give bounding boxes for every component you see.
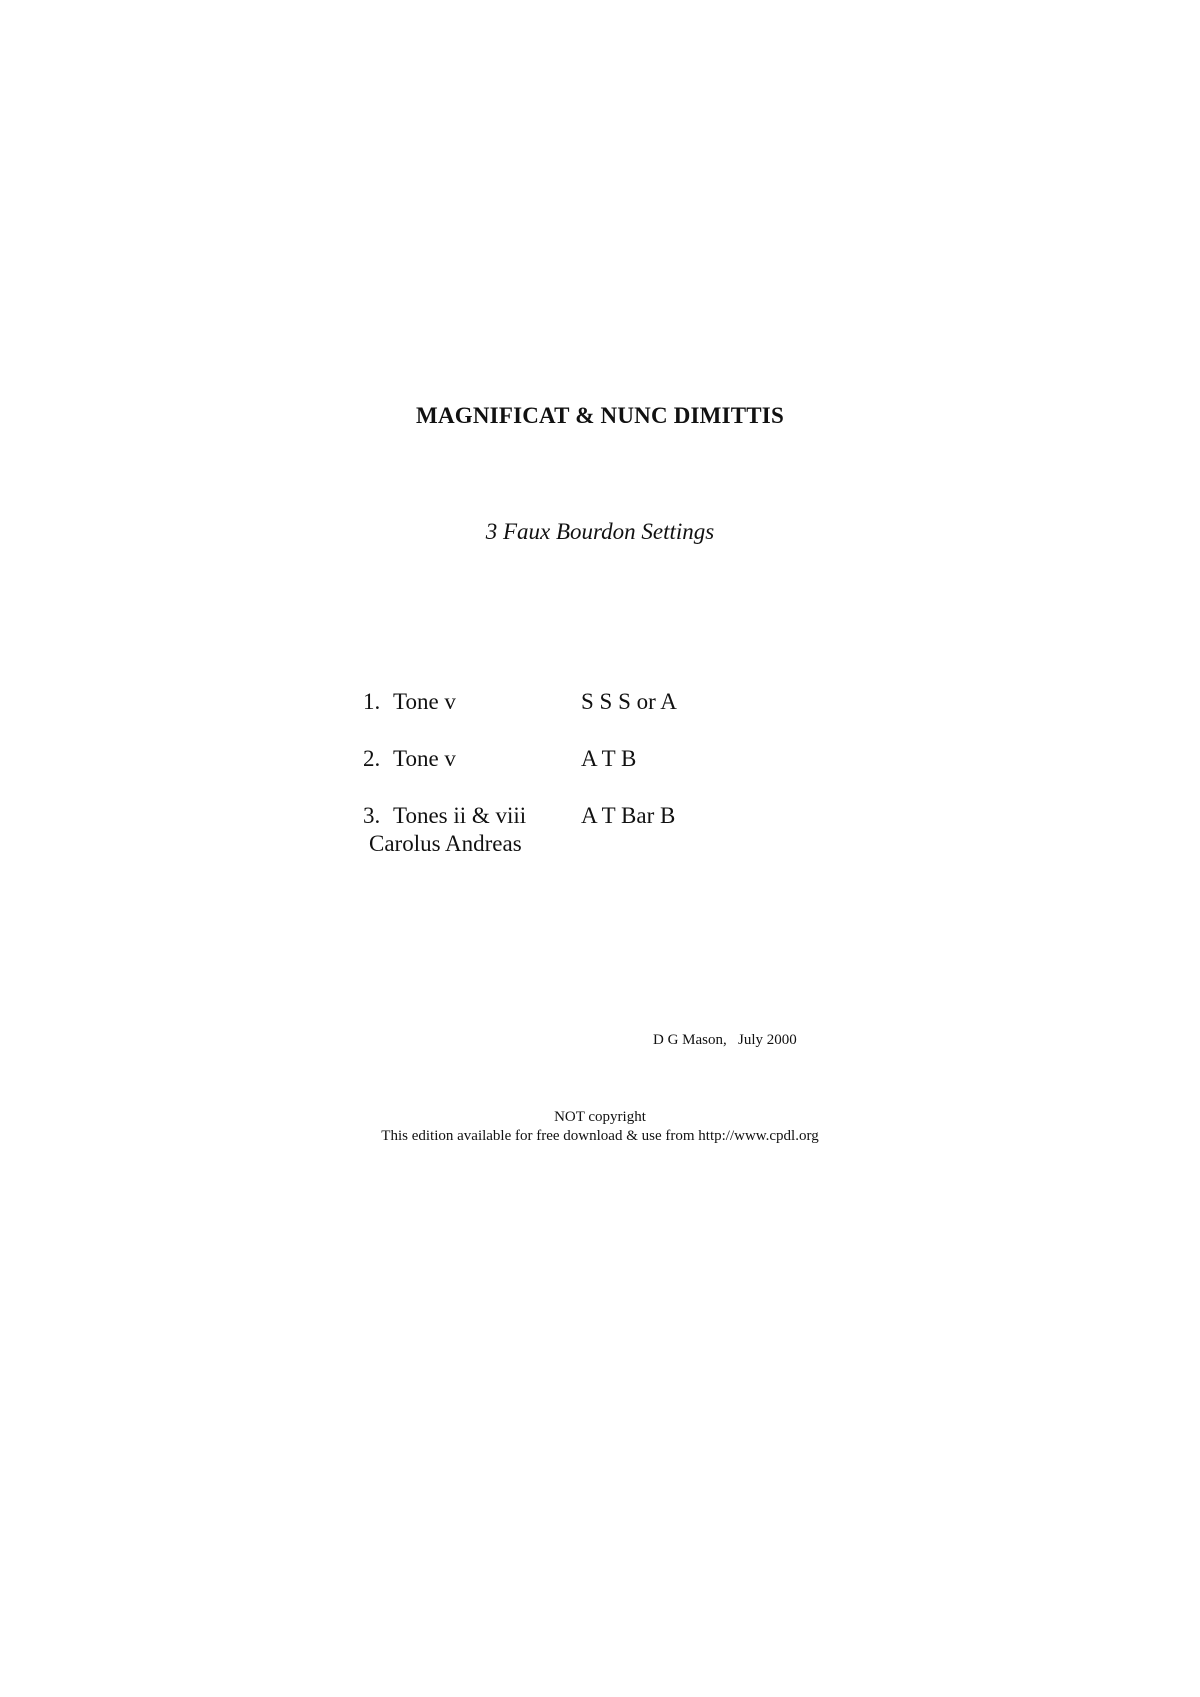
setting-number: 3.	[363, 803, 381, 828]
setting-voices: A T Bar B	[581, 803, 676, 828]
setting-voices: A T B	[581, 746, 637, 771]
setting-voices: S S S or A	[581, 689, 677, 714]
setting-item-3	[363, 802, 863, 859]
document-title: MAGNIFICAT & NUNC DIMITTIS	[416, 403, 784, 428]
document-subtitle: 3 Faux Bourdon Settings	[485, 519, 715, 544]
copyright-notice: NOT copyright	[554, 1109, 646, 1125]
setting-number: 1.	[363, 689, 381, 714]
availability-notice: This edition available for free download & use from http://www.cpdl.org	[381, 1128, 819, 1144]
setting-item-2	[363, 745, 863, 802]
settings-list	[363, 688, 863, 859]
setting-tone: Tones ii & viii	[393, 803, 527, 828]
setting-composer: Carolus Andreas	[369, 831, 522, 856]
editor-credit: D G Mason, July 2000	[653, 1032, 797, 1048]
setting-item-1	[363, 688, 863, 745]
setting-number: 2.	[363, 746, 381, 771]
setting-tone: Tone v	[393, 746, 456, 771]
license-notice	[0, 1108, 1200, 1146]
setting-tone: Tone v	[393, 689, 456, 714]
